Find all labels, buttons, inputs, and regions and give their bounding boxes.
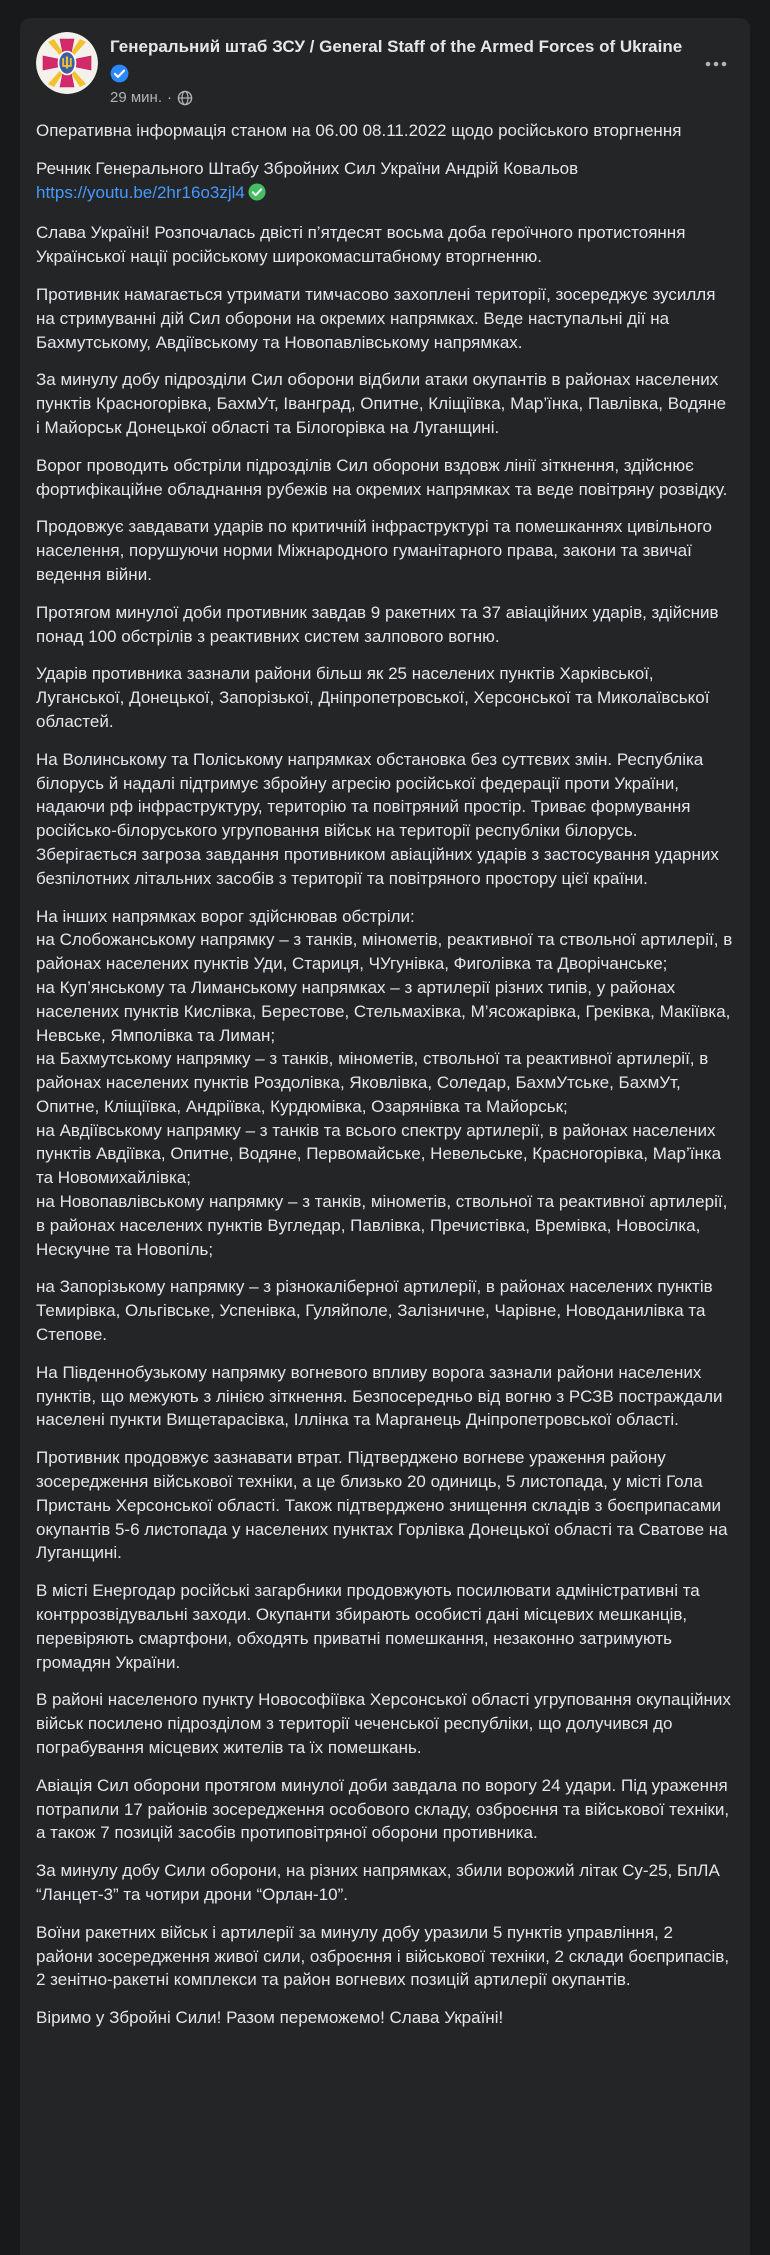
post-paragraph: Ворог проводить обстріли підрозділів Сил оборони вздовж лінії зіткнення, здійснює фортифікаційне обладнання рубежів на окремих напрямках та веде повітряну розвідку. [36,455,728,499]
post-paragraph: Ударів противника зазнали райони більш як 25 населених пунктів Харківської, Луганської, Донецької, Запорізької, Дніпропетровської, Херсонської та Миколаївської областей. [36,664,710,731]
post-header-text [110,32,686,107]
page-name-row [110,34,686,59]
post-card [20,18,750,2255]
post-paragraph: На інших напрямках ворог здійснював обстріли: на Слобожанському напрямку – з танків, мінометів, реактивної та ствольної артилерії, в районах населених пунктів Уди, Стариця, ЧУгунівка, Фиголівка та Дворічанське; на Куп’янському та Лиманському напрямках – з артилерії різних типів, у районах населених пунктів Кислівка, Берестове, Стельмахівка, М’ясожарівка, Греківка, Макіївка, Невське, Ямполівка та Лиман; на Бахмутському напрямку – з танків, мінометів, ствольної та реактивної артилерії, в районах населених пунктів Роздолівка, Яковлівка, Соледар, БахмУтське, БахмУт, Опитне, Кліщіївка, Андріївка, Курдюмівка, Озарянівка та Майорськ; на Авдіївському напрямку – з танків та всього спектру артилерії, в районах населених пунктів Авдіївка, Опитне, Водяне, Первомайське, Невельське, Красногорівка, Мар’їнка та Новомихайлівка; на Новопавлівському напрямку – з танків, мінометів, ствольної та реактивної артилерії, в районах населених пунктів Вугледар, Павлівка, Пречистівка, Времівка, Новосілка, Нескучне та Новопіль; [36,906,733,1259]
verified-check-icon [110,64,129,83]
post-text [36,119,734,2030]
post-body-paragraphs [36,221,734,2030]
post-paragraph: на Запорізькому напрямку – з різнокаліберної артилерії, в районах населених пунктів Темирівка, Ольгівське, Успенівка, Гуляйполе, Залізничне, Чарівне, Новоданилівка та Степове. [36,1277,713,1345]
post-paragraph: За минулу добу Сили оборони, на різних напрямках, збили ворожий літак Су-25, БпЛА “Ланцет-3” та чотири дрони “Орлан-10”. [36,1861,720,1904]
post-paragraph: На Волинському та Поліському напрямках обстановка без суттєвих змін. Республіка білорусь й надалі підтримує збройну агресію російської федерації проти України, надаючи рф інфраструктуру, територію та повітряний простір. Триває формування російсько-білоруського угруповання військ на території республіки білорусь. Зберігається загроза завдання противником авіаційних ударів з застосування ударних безпілотних літальних засобів з території та повітряного простору цієї країни. [36,749,719,888]
post-paragraph: Продовжує завдавати ударів по критичній інфраструктурі та помешканнях цивільного населення, порушуючи норми Міжнародного гуманітарного права, закони та звичаї ведення війни. [36,517,713,584]
globe-icon [177,90,193,106]
post-timestamp[interactable]: 29 мин. [110,89,162,106]
speaker-line: Речник Генерального Штабу Збройних Сил України Андрій Ковальов [36,158,579,178]
post-paragraph: Слава Україні! Розпочалась двісті п’ятдесят восьма доба героїчного протистояння Української нації російському широкомасштабному вторгненню. [36,223,686,267]
green-check-icon [248,183,266,208]
avatar[interactable] [36,32,98,94]
post-header [36,32,734,107]
three-dots-icon [704,60,728,68]
page-name-link[interactable]: Генеральний штаб ЗСУ / General Staff of the Armed Forces of Ukraine [110,37,683,56]
post-paragraph: В районі населеного пункту Новософіївка Херсонської області угруповання окупаційних військ посилено підрозділом з території чеченської республіки, що долучився до пограбування місцевих жителів та їх помешкань. [36,1690,731,1758]
post-paragraph: За минулу добу підрозділи Сил оборони відбили атаки окупантів в районах населених пунктів Красногорівка, БахмУт, Іванград, Опитне, Кліщіївка, Мар’їнка, Павлівка, Водяне і Майорськ Донецької області та Білогорівка на Луганщині. [36,370,727,437]
more-options-button[interactable] [698,46,734,81]
general-staff-emblem-icon [36,32,98,94]
post-paragraph: Противник намагається утримати тимчасово захоплені території, зосереджує зусилля на стримуванні дій Сил оборони на окремих напрямках. Веде наступальні дії на Бахмутському, Авдіївському та Новопавлівському напрямках. [36,284,716,352]
post-paragraph: Противник продовжує зазнавати втрат. Підтверджено вогневе ураження району зосередження військової техніки, а це близько 20 одиниць, 5 листопада, у місті Гола Пристань Херсонської області. Також підтверджено знищення складів з боєприпасами окупантів 5-6 листопада у населених пунктах Горлівка Донецької області та Сватове на Луганщині. [36,1448,728,1563]
post-speaker-paragraph [36,157,734,208]
post-paragraph: В місті Енергодар російські загарбники продовжують посилювати адміністративні та контррозвідувальні заходи. Окупанти збирають особисті дані місцевих мешканців, перевіряють смартфони, обходять приватні помешкання, незаконно затримують громадян України. [36,1581,700,1672]
post-intro-paragraph: Оперативна інформація станом на 06.00 08.11.2022 щодо російського вторгнення [36,121,682,140]
youtube-link[interactable]: https://youtu.be/2hr16o3zjl4 [36,182,245,202]
meta-separator: · [167,89,172,106]
post-paragraph: Віримо у Збройні Сили! Разом переможемо! Слава Україні! [36,2008,504,2028]
post-paragraph: Воїни ракетних військ і артилерії за минулу добу уразили 5 пунктів управління, 2 райони зосередження живої сили, озброєння і військової техніки, 2 склади боєприпасів, 2 зенітно-ракетні комплекси та район вогневих позицій артилерії окупантів. [36,1922,730,1990]
verified-badge-row [110,64,686,84]
post-paragraph: Протягом минулої доби противник завдав 9 ракетних та 37 авіаційних ударів, здійснив понад 100 обстрілів з реактивних систем залпового вогню. [36,602,719,646]
post-meta-row [110,89,686,107]
post-paragraph: Авіація Сил оборони протягом минулої доби завдала по ворогу 24 удари. Під ураження потрапили 17 районів зосередження особового складу, озброєння та військової техніки, а також 7 позицій засобів протиповітряної оборони противника. [36,1775,730,1843]
post-paragraph: На Південнобузькому напрямку вогневого впливу ворога зазнали райони населених пунктів, що межують з лінією зіткнення. Безпосередньо від вогню з РСЗВ постраждали населені пункти Вищетарасівка, Іллінка та Марганець Дніпропетровської області. [36,1362,723,1430]
